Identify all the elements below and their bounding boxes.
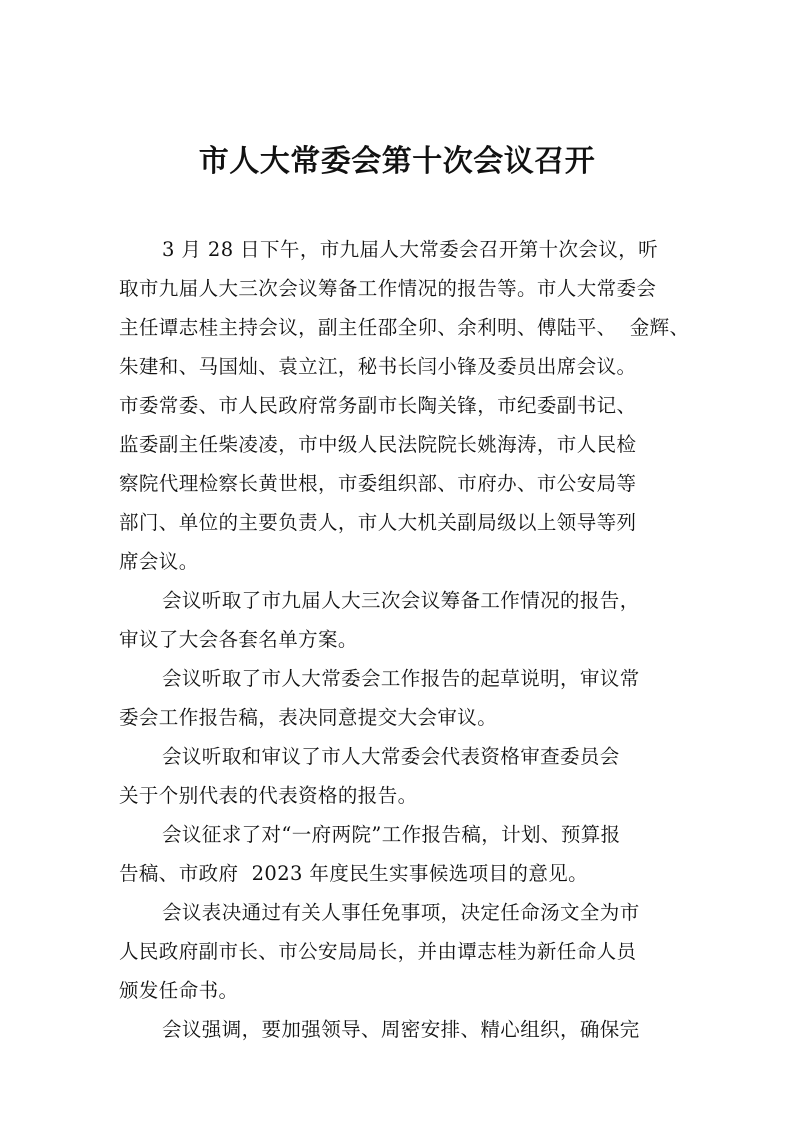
paragraph-1-line-3: 主任谭志桂主持会议，副主任邵全卯、余利明、傅陆平、 金辉、 bbox=[119, 316, 690, 339]
paragraph-3-line-1: 会议听取了市人大常委会工作报告的起草说明，审议常 bbox=[162, 667, 640, 690]
paragraph-6-line-3: 颁发任命书。 bbox=[119, 979, 239, 1002]
paragraph-2-line-1: 会议听取了市九届人大三次会议筹备工作情况的报告， bbox=[162, 589, 640, 612]
paragraph-5-line-1: 会议征求了对“一府两院”工作报告稿，计划、预算报 bbox=[162, 823, 621, 846]
paragraph-5-line-2: 告稿、市政府 2023 年度民生实事候选项目的意见。 bbox=[119, 862, 589, 885]
paragraph-3-line-2: 委会工作报告稿，表决同意提交大会审议。 bbox=[119, 706, 498, 729]
paragraph-1-line-4: 朱建和、马国灿、袁立江，秘书长闫小锋及委员出席会议。 bbox=[119, 355, 637, 378]
paragraph-2-line-2: 审议了大会各套名单方案。 bbox=[119, 628, 358, 651]
paragraph-1-line-5: 市委常委、市人民政府常务副市长陶关锋，市纪委副书记、 bbox=[119, 394, 637, 417]
paragraph-7-line-1: 会议强调，要加强领导、周密安排、精心组织，确保完 bbox=[162, 1018, 640, 1041]
paragraph-4-line-2: 关于个别代表的代表资格的报告。 bbox=[119, 784, 418, 807]
paragraph-1-line-6: 监委副主任柴凌凌，市中级人民法院院长姚海涛，市人民检 bbox=[119, 433, 637, 456]
paragraph-1-line-1: 3 月 28 日下午，市九届人大常委会召开第十次会议，听 bbox=[162, 238, 659, 261]
paragraph-6-line-2: 人民政府副市长、市公安局局长，并由谭志桂为新任命人员 bbox=[119, 940, 637, 963]
document-title: 市人大常委会第十次会议召开 bbox=[198, 144, 596, 179]
paragraph-1-line-8: 部门、单位的主要负责人，市人大机关副局级以上领导等列 bbox=[119, 511, 637, 534]
paragraph-6-line-1: 会议表决通过有关人事任免事项，决定任命汤文全为市 bbox=[162, 901, 640, 924]
paragraph-1-line-2: 取市九届人大三次会议筹备工作情况的报告等。市人大常委会 bbox=[119, 277, 657, 300]
paragraph-1-line-7: 察院代理检察长黄世根，市委组织部、市府办、市公安局等 bbox=[119, 472, 637, 495]
paragraph-4-line-1: 会议听取和审议了市人大常委会代表资格审查委员会 bbox=[162, 745, 620, 768]
paragraph-1-line-9: 席会议。 bbox=[119, 550, 199, 573]
